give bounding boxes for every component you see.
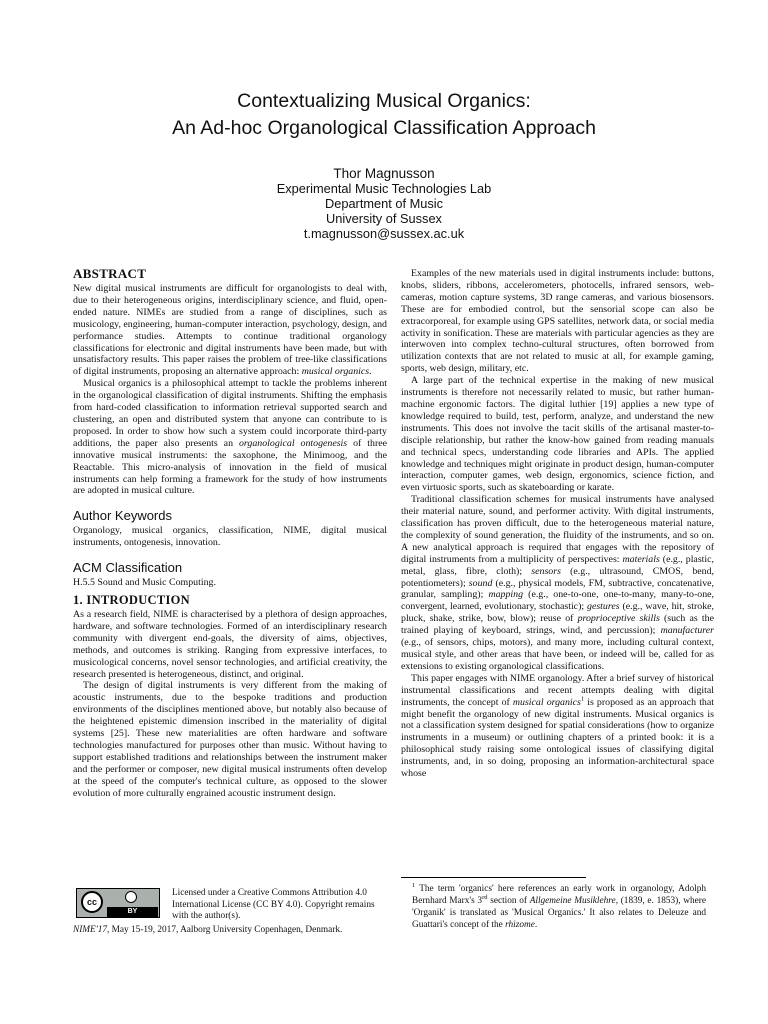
body-paragraph-materials: Examples of the new materials used in digital instruments include: buttons, knobs, sliders, ribbons, accelerometers, photocells, infrared sensors, web-cameras, motion capture systems, 3D range cameras, and various biosensors. These are for embodied control, but the sensorial scope can also be extracorporeal, for example using GPS satellites, network data, or social media activity in sonification. These are materials with particular agencies as they are interwoven into complex techno-cultural structures, often borrowed from utilization contexts that are not related to music at all, for example gaming, sports, web design, military, etc. (401, 268, 714, 375)
text-run: section of (487, 895, 530, 906)
footnote-divider (401, 877, 586, 878)
emphasis-run: mapping (488, 589, 524, 601)
conference-line (73, 925, 342, 936)
paper-title (0, 88, 768, 142)
introduction-paragraph-1: As a research field, NIME is characterised by a plethora of design approaches, hardware, and software technologies. Formed of an interdisciplinary research community with divergent end-goals, the diversity of aims, objectives, methods, and outcomes is striking. Ranging from expressive interfaces, to musicological concerns, novel sensor technologies, and artificial creativity, the research presented is heterogeneous, distinct, and original. (73, 609, 387, 680)
emphasis-run: manufacturer (660, 625, 714, 637)
abstract-p1-text: New digital musical instruments are difficult for organologists to deal with, due to their heterogeneous origins, interdisciplinary science, and fluid, open-ended nature. NIMEs are studied from a range of disciplines, such as musicology, engineering, human-computer interaction, psychology, design, and performance studies. Attempts to continue traditional organology classifications for electronic and digital instruments have been made, but with unsatisfactory results. This paper raises the problem of tree-like classifications of digital instruments, proposing an alternative approach: (73, 283, 387, 378)
author-affiliation-lab: Experimental Music Technologies Lab (276, 181, 492, 196)
left-column (73, 266, 387, 800)
abstract-p1-emphasis: musical organics (301, 366, 370, 378)
introduction-heading: 1. INTRODUCTION (73, 593, 191, 608)
attribution-person-icon (125, 891, 137, 903)
keywords-text: Organology, musical organics, classification, NIME, digital musical instruments, ontogenesis, innovation. (73, 525, 387, 549)
body-paragraph-overview (401, 673, 714, 780)
emphasis-run: Allgemeine Musiklehre (529, 895, 616, 906)
body-paragraph-classification (401, 494, 714, 673)
text-run: (e.g., plastic, metal, glass, fibre, cloth); (401, 553, 715, 577)
text-run: is proposed as an approach that might benefit the organology of new digital instruments. Musical organics is not a classification system designed for spatial considerations (how to organize instruments in a museum) or outlining chapters of a printed book: it is a philosophical study raising some ontological issues of classifying digital instruments, and, in so doing, proposing an information-architectural space whose (401, 696, 714, 780)
by-label: BY (107, 907, 158, 917)
title-line-2: An Ad-hoc Organological Classification Approach (172, 117, 596, 139)
license-text: Licensed under a Creative Commons Attribution 4.0 International License (CC BY 4.0). Copyright remains with the author(s). (172, 888, 375, 921)
conference-name: NIME'17 (73, 925, 108, 935)
author-affiliation-department: Department of Music (324, 196, 444, 211)
footnote-reference[interactable]: 1 (580, 695, 585, 703)
right-column (401, 268, 714, 780)
body-paragraph-expertise: A large part of the technical expertise in the making of new musical instruments is therefore not necessarily related to music, but rather human-machine ergonomic factors. The digital luthier [19] applies a new type of knowledge required to build, test, perform, analyze, and understand the new instruments. This does not involve the tacit skills of the artisanal master-to-disciple relationship, but rather the know-how gained from reading manuals and technical specs, understanding code libraries and APIs. The applied knowledge and techniques might originate in product design, human-computer interaction, computer games, web design, ergonomics, science fiction, and even virtuosic sports, such as skateboarding or karate. (401, 375, 714, 494)
footnote-mark: 1 (412, 881, 416, 889)
abstract-heading: ABSTRACT (73, 266, 147, 281)
text-run: The term 'organics' here references an early work in organology, Adolph Bernhard Marx's 3 (412, 884, 706, 906)
emphasis-run: gestures (587, 601, 620, 613)
text-run: (such as the trained playing of keyboard, strings, wind, and percussion); (401, 613, 714, 637)
acm-text: H.5.5 Sound and Music Computing. (73, 577, 216, 589)
text-run: (e.g., of sensors, chips, motors), and many more, including cultural context, musical style, and other areas that have been, or indeed will be, called for as extensions to existing organological classifications. (401, 637, 714, 672)
cc-by-badge[interactable] (76, 888, 160, 918)
abstract-paragraph-2 (73, 378, 387, 497)
abstract-p2-text: Musical organics is a philosophical attempt to tackle the problems inherent in the organological classification of digital instruments. Shifting the emphasis from hard-coded classification to information retrieval supported search and clustering, an open and distributed system that anyone can contribute to is proposed. In order to show how such a system could incorporate third-party additions, the paper also presents an (73, 378, 387, 449)
author-name: Thor Magnusson (333, 166, 435, 181)
abstract-paragraph-1 (73, 283, 387, 378)
text-run: (e.g., one-to-one, one-to-many, many-to-one, convergent, learned, evolutionary, stochastic); (401, 589, 714, 613)
cc-icon: cc (81, 891, 103, 913)
conference-details: , May 15-19, 2017, Aalborg University Copenhagen, Denmark. (107, 925, 343, 935)
emphasis-run: musical organics (512, 696, 581, 708)
acm-heading: ACM Classification (73, 560, 183, 576)
abstract-p1-end: . (369, 366, 372, 378)
author-affiliation-university: University of Sussex (326, 211, 442, 226)
text-run: , (1839, e. 1853), where 'Organik' is translated as 'Musical Organics.' It also relates to Deleuze and Guattari's concept of the (412, 895, 706, 930)
title-line-1: Contextualizing Musical Organics: (237, 90, 531, 112)
emphasis-run: rhizome (505, 919, 535, 930)
emphasis-run: materials (622, 553, 660, 565)
emphasis-run: sound (468, 577, 493, 589)
text-run: This paper engages with NIME organology. After a brief survey of historical instrumental classifications and recent attempts dealing with digital instruments, the concept of (401, 672, 714, 708)
abstract-p2-emphasis: organological ontogenesis (238, 437, 348, 449)
text-run: (e.g., wave, hit, stroke, pluck, shake, strike, bow, blow); reuse of (401, 601, 714, 625)
introduction-paragraph-2: The design of digital instruments is very different from the making of acoustic instruments, due to the bespoke traditions and production environments of the disciplines mentioned above, but notably also because of the heightened epistemic dimension inscribed in the materiality of digital systems [25]. These new materialities are often hardware and software technologies manufactured for purposes other than music. Without having to support established traditions and relationships between the instrument maker and the performer or composer, new digital musical instruments often develop at the speed of the computer's technical culture, as opposed to the slower evolution of more culturally engrained acoustic instrument design. (73, 680, 387, 799)
text-run: Traditional classification schemes for musical instruments have analysed their material nature, sound, and performer activity. With digital instruments, classification has proven difficult, due to the heterogeneous material nature, the complexity of sound generation, the fluidity of the instruments, and so on. A new analytical approach is required that engages with the repository of digital instruments from a multiplicity of perspectives: (401, 494, 714, 565)
abstract-p2-end: of three innovative musical instruments: the saxophone, the Minimoog, and the Reactable. This micro-analysis of innovation in the field of musical instruments can help forming a framework for the study of how instruments are adopted in musical culture. (73, 437, 388, 497)
author-block (0, 166, 768, 241)
text-run: (e.g., ultrasound, CMOS, bend, potentiometers); (401, 565, 715, 589)
footnote-text (401, 881, 706, 932)
keywords-heading: Author Keywords (73, 508, 172, 524)
emphasis-run: proprioceptive skills (577, 613, 660, 625)
emphasis-run: sensors (531, 565, 561, 577)
ordinal-suffix: rd (482, 893, 488, 901)
author-email: t.magnusson@sussex.ac.uk (303, 226, 465, 241)
footnote (401, 881, 706, 932)
text-run: . (534, 919, 538, 930)
text-run: (e.g., physical models, FM, subtractive, concatenative, granular, sampling); (401, 577, 715, 601)
